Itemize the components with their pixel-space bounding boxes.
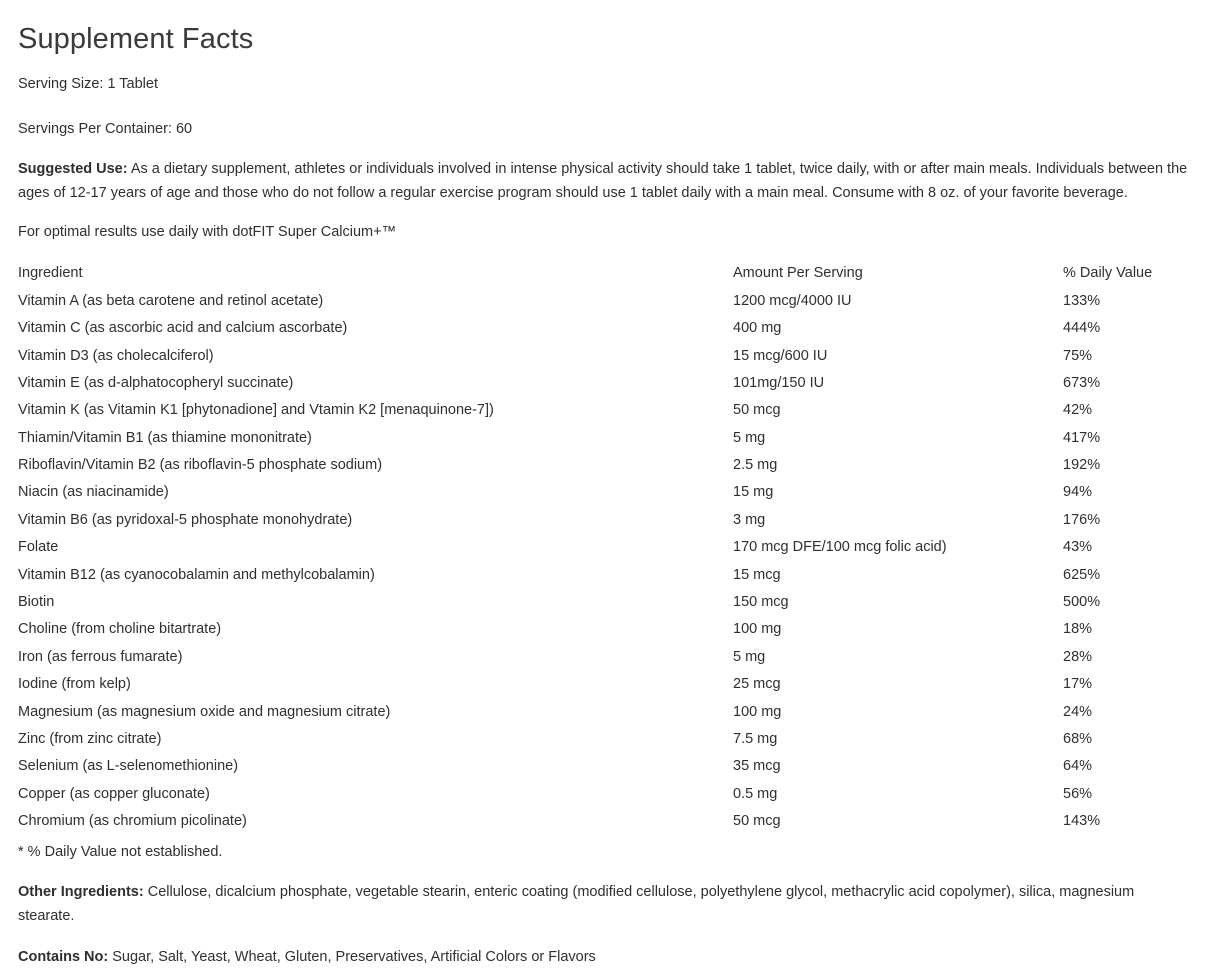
cell-ingredient: Vitamin B6 (as pyridoxal-5 phosphate monohydrate) xyxy=(18,511,353,528)
cell-daily-value: 42% xyxy=(1063,402,1093,419)
table-row xyxy=(18,397,1194,424)
table-row xyxy=(18,726,1194,753)
table-row xyxy=(18,616,1194,643)
cell-ingredient: Vitamin B12 (as cyanocobalamin and methylcobalamin) xyxy=(18,566,375,583)
suggested-use xyxy=(18,158,1194,205)
suggested-use-label: Suggested Use: xyxy=(18,161,128,178)
table-row xyxy=(18,479,1194,506)
cell-amount: 170 mcg DFE/100 mcg folic acid) xyxy=(733,539,947,556)
column-header-amount: Amount Per Serving xyxy=(733,264,863,281)
table-row xyxy=(18,370,1194,397)
cell-daily-value: 176% xyxy=(1063,511,1101,528)
cell-daily-value: 18% xyxy=(1063,621,1093,638)
cell-amount: 0.5 mg xyxy=(733,785,778,802)
cell-ingredient: Zinc (from zinc citrate) xyxy=(18,730,162,747)
cell-amount: 1200 mcg/4000 IU xyxy=(733,292,852,309)
page-title: Supplement Facts xyxy=(18,23,254,55)
cell-amount: 2.5 mg xyxy=(733,457,778,474)
cell-ingredient: Vitamin A (as beta carotene and retinol acetate) xyxy=(18,292,324,309)
cell-daily-value: 28% xyxy=(1063,648,1093,665)
servings-per-container: Servings Per Container: 60 xyxy=(18,121,193,138)
cell-ingredient: Folate xyxy=(18,539,59,556)
contains-no-text: Sugar, Salt, Yeast, Wheat, Gluten, Preservatives, Artificial Colors or Flavors xyxy=(108,949,596,966)
cell-ingredient: Selenium (as L-selenomethionine) xyxy=(18,758,239,775)
cell-amount: 150 mcg xyxy=(733,594,789,611)
table-footnote: * % Daily Value not established. xyxy=(18,844,223,861)
cell-amount: 7.5 mg xyxy=(733,730,778,747)
cell-ingredient: Vitamin C (as ascorbic acid and calcium ascorbate) xyxy=(18,320,348,337)
cell-ingredient: Copper (as copper gluconate) xyxy=(18,785,210,802)
cell-amount: 5 mg xyxy=(733,429,766,446)
cell-amount: 25 mcg xyxy=(733,676,781,693)
contains-no-label: Contains No: xyxy=(18,949,109,966)
table-row xyxy=(18,698,1194,725)
cell-amount: 50 mcg xyxy=(733,402,781,419)
cell-ingredient: Magnesium (as magnesium oxide and magnesium citrate) xyxy=(18,703,391,720)
table-row xyxy=(18,342,1194,369)
suggested-use-text: As a dietary supplement, athletes or individuals involved in intense physical activity should take 1 tablet, twice daily, with or after main meals. Individuals between the ages of 12-17 years of age and those who do not follow a regular exercise program should use 1 tablet daily with a main meal. Consume with 8 oz. of your favorite beverage. xyxy=(18,161,1188,201)
cell-amount: 15 mcg xyxy=(733,566,781,583)
cell-ingredient: Riboflavin/Vitamin B2 (as riboflavin-5 phosphate sodium) xyxy=(18,457,383,474)
table-body xyxy=(18,288,1194,836)
other-ingredients-text: Cellulose, dicalcium phosphate, vegetable stearin, enteric coating (modified cellulose, polyethylene glycol, methacrylic acid copolymer), silica, magnesium stearate. xyxy=(18,884,1135,924)
cell-daily-value: 17% xyxy=(1063,676,1093,693)
other-ingredients-label: Other Ingredients: xyxy=(18,884,144,901)
cell-amount: 5 mg xyxy=(733,648,766,665)
cell-daily-value: 68% xyxy=(1063,730,1093,747)
cell-daily-value: 143% xyxy=(1063,813,1101,830)
cell-ingredient: Chromium (as chromium picolinate) xyxy=(18,813,247,830)
cell-ingredient: Iodine (from kelp) xyxy=(18,676,131,693)
cell-daily-value: 133% xyxy=(1063,292,1101,309)
column-header-ingredient: Ingredient xyxy=(18,264,83,281)
ingredients-table xyxy=(18,263,1194,836)
table-row xyxy=(18,589,1194,616)
cell-amount: 3 mg xyxy=(733,511,766,528)
cell-amount: 50 mcg xyxy=(733,813,781,830)
column-header-daily-value: % Daily Value xyxy=(1063,264,1153,281)
optimal-results-note: For optimal results use daily with dotFIT Super Calcium+™ xyxy=(18,224,397,241)
table-row xyxy=(18,671,1194,698)
cell-daily-value: 24% xyxy=(1063,703,1093,720)
cell-amount: 400 mg xyxy=(733,320,782,337)
cell-ingredient: Choline (from choline bitartrate) xyxy=(18,621,222,638)
contains-no xyxy=(18,946,1194,969)
table-row xyxy=(18,781,1194,808)
table-row xyxy=(18,425,1194,452)
cell-amount: 35 mcg xyxy=(733,758,781,775)
table-row xyxy=(18,534,1194,561)
serving-size: Serving Size: 1 Tablet xyxy=(18,76,158,93)
cell-daily-value: 444% xyxy=(1063,320,1101,337)
cell-ingredient: Vitamin D3 (as cholecalciferol) xyxy=(18,347,214,364)
cell-daily-value: 500% xyxy=(1063,594,1101,611)
table-row xyxy=(18,288,1194,315)
table-row xyxy=(18,808,1194,835)
cell-daily-value: 625% xyxy=(1063,566,1101,583)
cell-ingredient: Vitamin E (as d-alphatocopheryl succinate) xyxy=(18,374,294,391)
cell-daily-value: 417% xyxy=(1063,429,1101,446)
cell-ingredient: Niacin (as niacinamide) xyxy=(18,484,169,501)
cell-daily-value: 192% xyxy=(1063,457,1101,474)
cell-ingredient: Biotin xyxy=(18,594,55,611)
cell-amount: 101mg/150 IU xyxy=(733,374,825,391)
cell-daily-value: 64% xyxy=(1063,758,1093,775)
cell-ingredient: Iron (as ferrous fumarate) xyxy=(18,648,183,665)
table-row xyxy=(18,561,1194,588)
cell-amount: 15 mg xyxy=(733,484,774,501)
table-row xyxy=(18,315,1194,342)
cell-daily-value: 673% xyxy=(1063,374,1101,391)
cell-amount: 100 mg xyxy=(733,621,782,638)
cell-ingredient: Thiamin/Vitamin B1 (as thiamine mononitrate) xyxy=(18,429,312,446)
cell-amount: 15 mcg/600 IU xyxy=(733,347,828,364)
table-row xyxy=(18,644,1194,671)
cell-daily-value: 56% xyxy=(1063,785,1093,802)
cell-daily-value: 75% xyxy=(1063,347,1093,364)
cell-amount: 100 mg xyxy=(733,703,782,720)
other-ingredients xyxy=(18,881,1194,928)
cell-daily-value: 43% xyxy=(1063,539,1093,556)
table-row xyxy=(18,753,1194,780)
table-row xyxy=(18,507,1194,534)
table-header-row xyxy=(18,263,1194,288)
cell-daily-value: 94% xyxy=(1063,484,1093,501)
cell-ingredient: Vitamin K (as Vitamin K1 [phytonadione] and Vtamin K2 [menaquinone-7]) xyxy=(18,402,494,419)
table-row xyxy=(18,452,1194,479)
